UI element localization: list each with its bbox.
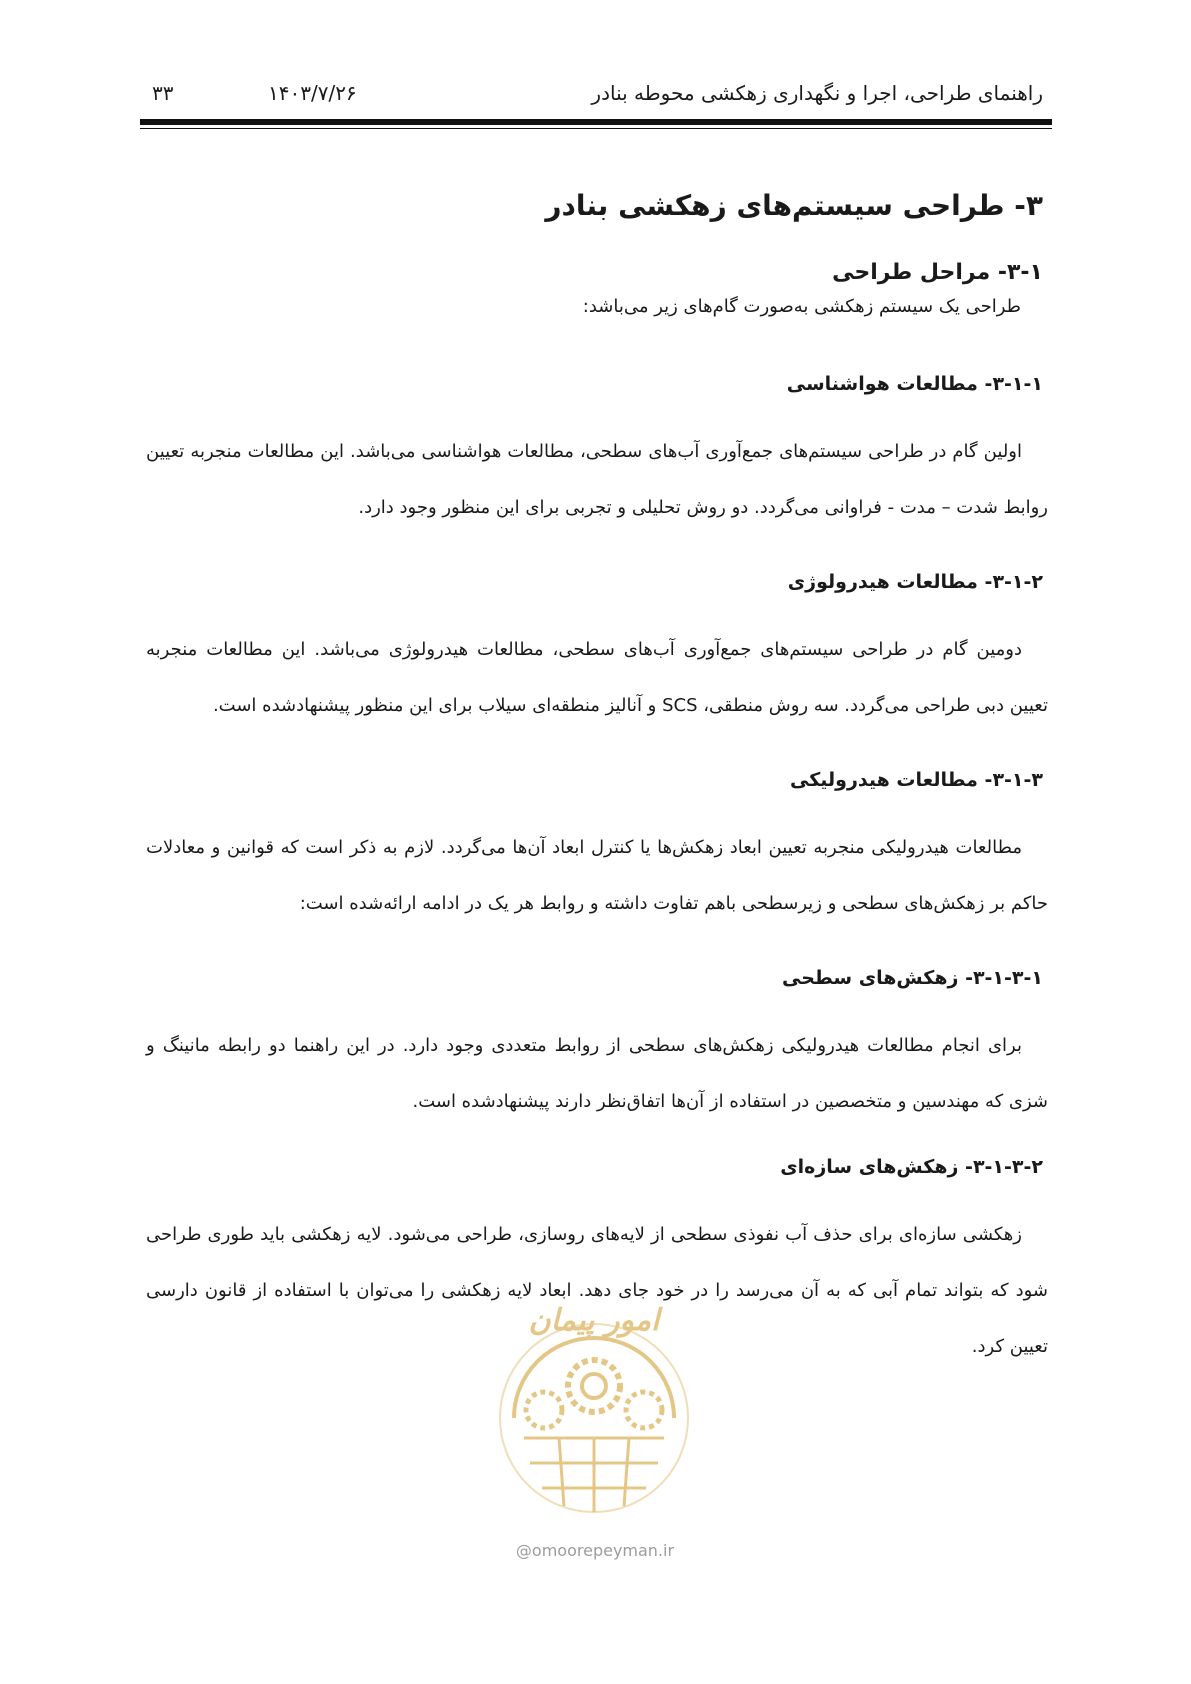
- paragraph-hydrology: دومین گام در طراحی سیستم‌های جمع‌آوری آب‌های سطحی، مطالعات هیدرولوژی می‌باشد. این مطالعات منجربه تعیین دبی طراحی می‌گردد. سه روش منطقی، SCS و آنالیز منطقه‌ای سیلاب برای این منظور پیشنهادشده است.: [146, 639, 1048, 716]
- paragraph-structural-drains: زهکشی سازه‌ای برای حذف آب نفوذی سطحی از لایه‌های روسازی، طراحی می‌شود. لایه زهکشی باید طوری طراحی شود که بتواند تمام آبی که به آن می‌رسد را در خود جای دهد. ابعاد لایه زهکشی را می‌توان با استفاده از قانون دارسی تعیین کرد.: [146, 1224, 1048, 1357]
- subsection-heading-surface-drains: ۳-۱-۳-۱- زهکش‌های سطحی: [781, 967, 1043, 989]
- watermark-logo: [484, 1258, 704, 1528]
- section-heading: ۳-۱- مراحل طراحی: [832, 260, 1043, 285]
- header-date: ۱۴۰۳/۷/۲۶: [268, 81, 357, 105]
- svg-text:امور پیمان: امور پیمان: [528, 1303, 660, 1338]
- paragraph-surface-drains: برای انجام مطالعات هیدرولیکی زهکش‌های سطحی از روابط متعددی وجود دارد. در این راهنما دو رابطه مانینگ و شزی که مهندسین و متخصصین در استفاده از آن‌ها اتفاق‌نظر دارند پیشنهادشده است.: [146, 1035, 1048, 1112]
- paragraph-meteorology: اولین گام در طراحی سیستم‌های جمع‌آوری آب‌های سطحی، مطالعات هواشناسی می‌باشد. این مطالعات منجربه تعیین روابط شدت – مدت - فراوانی می‌گردد. دو روش تحلیلی و تجربی برای این منظور وجود دارد.: [146, 441, 1048, 518]
- header-rule-thick: [140, 119, 1052, 125]
- subsection-heading-hydrology: ۳-۱-۲- مطالعات هیدرولوژی: [787, 571, 1043, 593]
- chapter-heading: ۳- طراحی سیستم‌های زهکشی بنادر: [545, 189, 1043, 222]
- paragraph-hydraulics: مطالعات هیدرولیکی منجربه تعیین ابعاد زهکش‌ها یا کنترل ابعاد آن‌ها می‌گردد. لازم به ذکر است که قوانین و معادلات حاکم بر زهکش‌های سطحی و زیرسطحی باهم تفاوت داشته و روابط هر یک در ادامه ارائه‌شده است:: [146, 837, 1048, 914]
- watermark-site: @omoorepeyman.ir: [515, 1541, 675, 1560]
- subsection-heading-structural-drains: ۳-۱-۳-۲- زهکش‌های سازه‌ای: [780, 1156, 1043, 1178]
- subsection-heading-meteorology: ۳-۱-۱- مطالعات هواشناسی: [786, 373, 1043, 395]
- page-number: ۳۳: [152, 81, 174, 105]
- header-rule-thin: [140, 128, 1052, 129]
- header-title: راهنمای طراحی، اجرا و نگهداری زهکشی محوطه بنادر: [591, 81, 1043, 105]
- subsection-heading-hydraulics: ۳-۱-۳- مطالعات هیدرولیکی: [790, 769, 1043, 791]
- section-intro: طراحی یک سیستم زهکشی به‌صورت گام‌های زیر می‌باشد:: [582, 296, 1021, 317]
